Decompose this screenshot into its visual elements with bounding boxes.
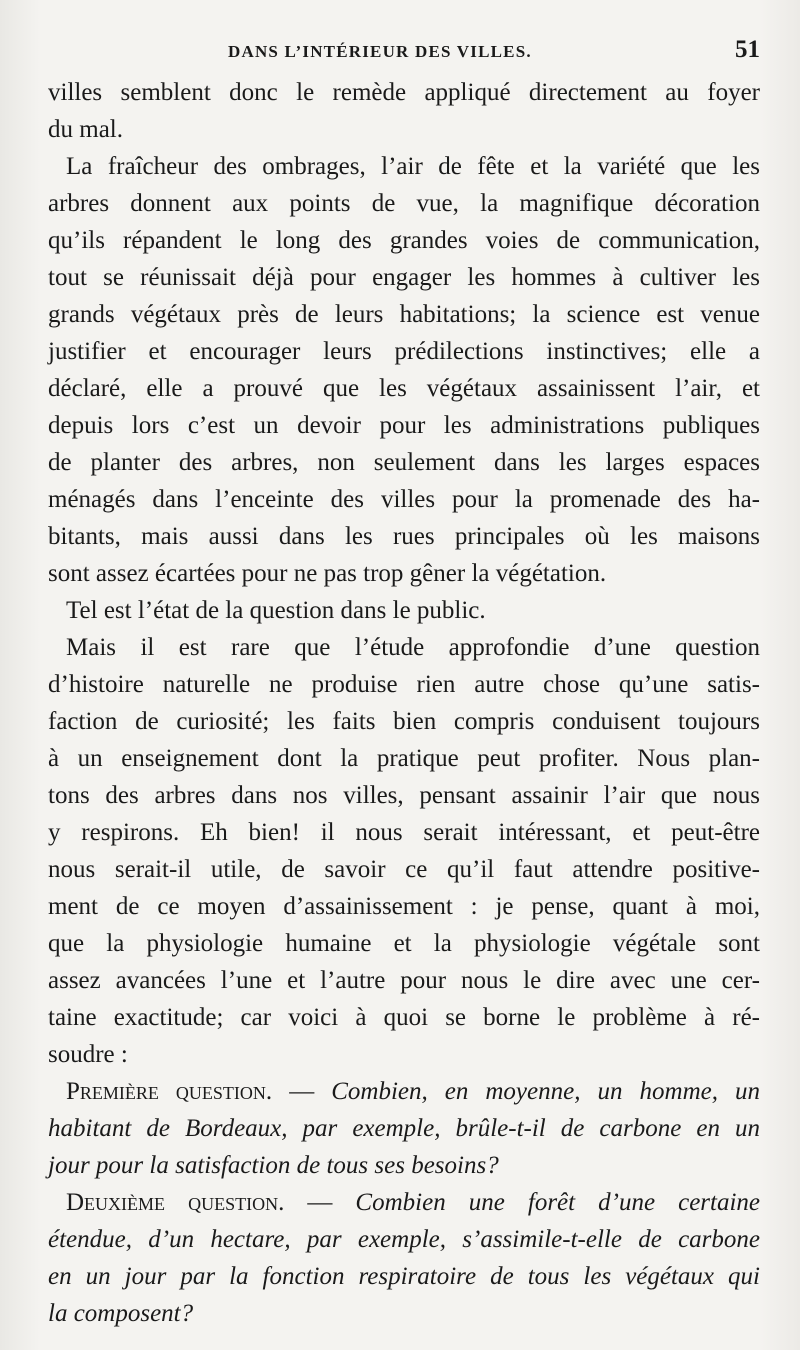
text-line: La fraîcheur des ombrages, l’air de fête et la variété que les bbox=[66, 153, 760, 180]
text-line: faction de curiosité; les faits bien compris conduisent toujours bbox=[48, 708, 760, 735]
text-line: d’histoire naturelle ne produise rien autre chose qu’une satis- bbox=[48, 671, 760, 698]
running-head: DANS L’INTÉRIEUR DES VILLES. bbox=[228, 42, 532, 61]
text-line: soudre : bbox=[48, 1041, 128, 1068]
text-line: assez avancées l’une et l’autre pour nous le dire avec une cer- bbox=[48, 967, 760, 994]
question-one-label: Première question. bbox=[66, 1078, 273, 1105]
text-line: villes semblent donc le remède appliqué directement au foyer bbox=[48, 79, 760, 106]
text-line: taine exactitude; car voici à quoi se borne le problème à ré- bbox=[48, 1004, 760, 1031]
text-line: sont assez écartées pour ne pas trop gêner la végétation. bbox=[48, 560, 607, 587]
text-line: bitants, mais aussi dans les rues principales où les maisons bbox=[48, 523, 760, 550]
question-two-label: Deuxième question. bbox=[66, 1189, 285, 1216]
text-line: Mais il est rare que l’étude approfondie d’une question bbox=[66, 634, 760, 661]
text-line: grands végétaux près de leurs habitations; la science est venue bbox=[48, 301, 760, 328]
text-line: du mal. bbox=[48, 116, 123, 143]
question-one-dash: — bbox=[272, 1078, 332, 1105]
text-line: que la physiologie humaine et la physiologie végétale sont bbox=[48, 930, 760, 957]
question-two-line: étendue, d’un hectare, par exemple, s’assimile-t-elle de carbone bbox=[48, 1226, 760, 1253]
text-line: déclaré, elle a prouvé que les végétaux assainissent l’air, et bbox=[48, 375, 760, 402]
question-two-dash: — bbox=[284, 1189, 356, 1216]
text-line: depuis lors c’est un devoir pour les administrations publiques bbox=[48, 412, 760, 439]
text-line: qu’ils répandent le long des grandes voies de communication, bbox=[48, 227, 760, 254]
text-line: arbres donnent aux points de vue, la magnifique décoration bbox=[48, 190, 760, 217]
text-line: tons des arbres dans nos villes, pensant assainir l’air que nous bbox=[48, 782, 760, 809]
text-line: nous serait-il utile, de savoir ce qu’il faut attendre positive- bbox=[48, 856, 760, 883]
text-line: de planter des arbres, non seulement dans les larges espaces bbox=[48, 449, 760, 476]
text-line: ménagés dans l’enceinte des villes pour la promenade des ha- bbox=[48, 486, 760, 513]
question-two-line bbox=[48, 1184, 760, 1221]
question-two-text: Combien une forêt d’une certaine bbox=[355, 1189, 761, 1216]
question-one-line: jour pour la satisfaction de tous ses besoins? bbox=[48, 1152, 499, 1179]
question-one-line: habitant de Bordeaux, par exemple, brûle-t-il de carbone en un bbox=[48, 1115, 760, 1142]
body-text bbox=[48, 74, 760, 1332]
question-two-line: la composent? bbox=[48, 1300, 194, 1327]
text-line: à un enseignement dont la pratique peut profiter. Nous plan- bbox=[48, 745, 760, 772]
page-header bbox=[40, 36, 762, 76]
question-one-text: Combien, en moyenne, un homme, un bbox=[331, 1078, 760, 1105]
question-two-line: en un jour par la fonction respiratoire de tous les végétaux qui bbox=[48, 1263, 760, 1290]
page-number: 51 bbox=[735, 36, 760, 63]
question-one-line bbox=[48, 1073, 760, 1110]
text-line: ment de ce moyen d’assainissement : je pense, quant à moi, bbox=[48, 893, 760, 920]
text-line: justifier et encourager leurs prédilections instinctives; elle a bbox=[48, 338, 760, 365]
text-line: y respirons. Eh bien! il nous serait intéressant, et peut-être bbox=[48, 819, 760, 846]
text-line: Tel est l’état de la question dans le public. bbox=[66, 597, 486, 624]
text-line: tout se réunissait déjà pour engager les hommes à cultiver les bbox=[48, 264, 760, 291]
